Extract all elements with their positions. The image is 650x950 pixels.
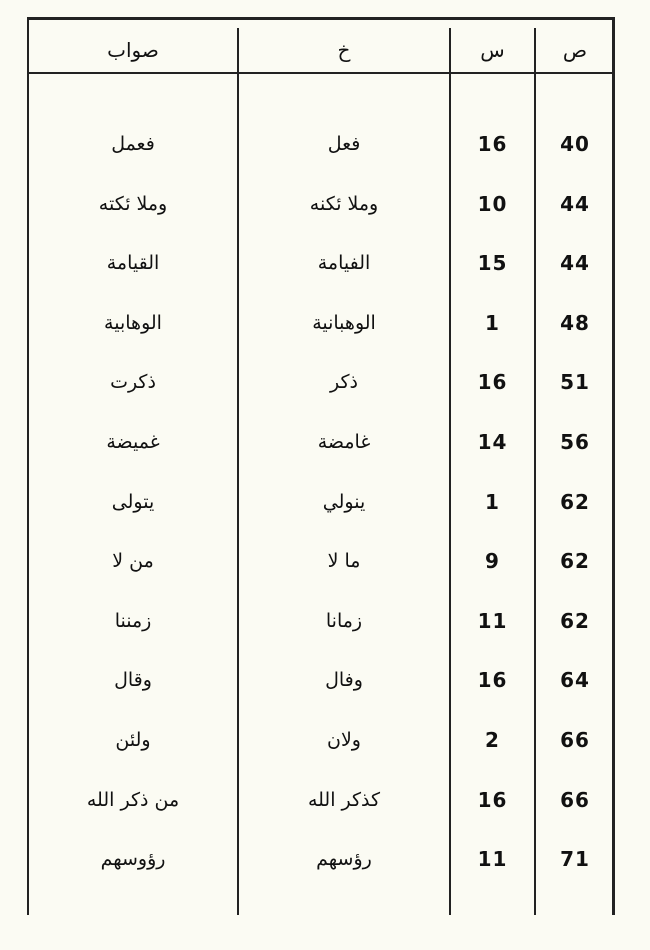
- wrong-cell: فعل: [327, 133, 361, 155]
- wrong-cell: وفال: [325, 669, 363, 692]
- wrong-cell: زمانا: [325, 609, 363, 632]
- page-cell: 44: [560, 191, 590, 216]
- table-row: [29, 660, 614, 700]
- line-cell: 16: [477, 132, 508, 156]
- table-row: [29, 124, 614, 164]
- correct-cell: ذكرت: [110, 371, 156, 394]
- line-cell: 11: [477, 847, 508, 872]
- correct-cell: يتولى: [111, 490, 155, 513]
- wrong-cell: غامضة: [317, 431, 371, 453]
- table-row: [29, 601, 614, 641]
- page-cell: 51: [560, 370, 590, 395]
- wrong-cell: رؤسهم: [316, 848, 372, 871]
- table-row: [29, 362, 614, 402]
- line-cell: 2: [485, 728, 500, 752]
- correct-cell: وملا ئكته: [98, 192, 168, 215]
- wrong-cell: ينولي: [322, 490, 366, 513]
- table-row: [29, 839, 614, 879]
- header-wrong: خ: [337, 38, 351, 62]
- correct-cell: الوهابية: [104, 311, 162, 334]
- correct-cell: القيامة: [106, 252, 160, 275]
- line-cell: 1: [485, 489, 500, 514]
- page-cell: 62: [560, 489, 590, 514]
- errata-table: [27, 17, 615, 915]
- correct-cell: وقال: [114, 669, 152, 692]
- table-row: [29, 243, 614, 283]
- wrong-cell: كذكر الله: [307, 788, 381, 811]
- page-cell: 66: [560, 728, 590, 752]
- correct-cell: زمننا: [114, 609, 152, 632]
- line-cell: 16: [477, 787, 508, 812]
- correct-cell: رؤوسهم: [100, 848, 166, 871]
- line-cell: 16: [477, 370, 508, 395]
- table-row: [29, 422, 614, 462]
- table-row: [29, 720, 614, 760]
- wrong-cell: ذكر: [330, 371, 358, 394]
- page-cell: 62: [560, 549, 590, 574]
- line-cell: 10: [477, 191, 508, 216]
- page-cell: 71: [560, 847, 590, 872]
- correct-cell: من ذكر الله: [86, 788, 180, 811]
- correct-cell: فعمل: [111, 133, 155, 155]
- header-page: ص: [562, 38, 588, 62]
- page-cell: 64: [560, 668, 590, 693]
- table-row: [29, 184, 614, 224]
- header-divider: [29, 72, 612, 74]
- correct-cell: من لا: [112, 550, 154, 573]
- wrong-cell: وملا ئكنه: [309, 192, 379, 215]
- wrong-cell: ما لا: [327, 550, 361, 573]
- page-cell: 56: [560, 430, 590, 454]
- wrong-cell: ولان: [327, 729, 361, 751]
- correct-cell: ولئن: [115, 729, 151, 751]
- wrong-cell: الفيامة: [317, 252, 371, 275]
- wrong-cell: الوهبانية: [312, 311, 376, 334]
- header-line: س: [480, 38, 505, 62]
- header-correct: صواب: [107, 38, 159, 62]
- page-cell: 48: [560, 310, 590, 335]
- line-cell: 14: [477, 430, 508, 454]
- page-cell: 66: [560, 787, 590, 812]
- page-cell: 44: [560, 251, 590, 276]
- page-cell: 62: [560, 608, 590, 633]
- line-cell: 15: [477, 251, 508, 276]
- table-row: [29, 780, 614, 820]
- table-row: [29, 303, 614, 343]
- table-row: [29, 541, 614, 581]
- table-row: [29, 482, 614, 522]
- page-cell: 40: [560, 132, 590, 156]
- line-cell: 11: [477, 608, 508, 633]
- line-cell: 16: [477, 668, 508, 693]
- correct-cell: غميضة: [106, 431, 160, 453]
- line-cell: 1: [485, 310, 500, 335]
- line-cell: 9: [485, 549, 500, 574]
